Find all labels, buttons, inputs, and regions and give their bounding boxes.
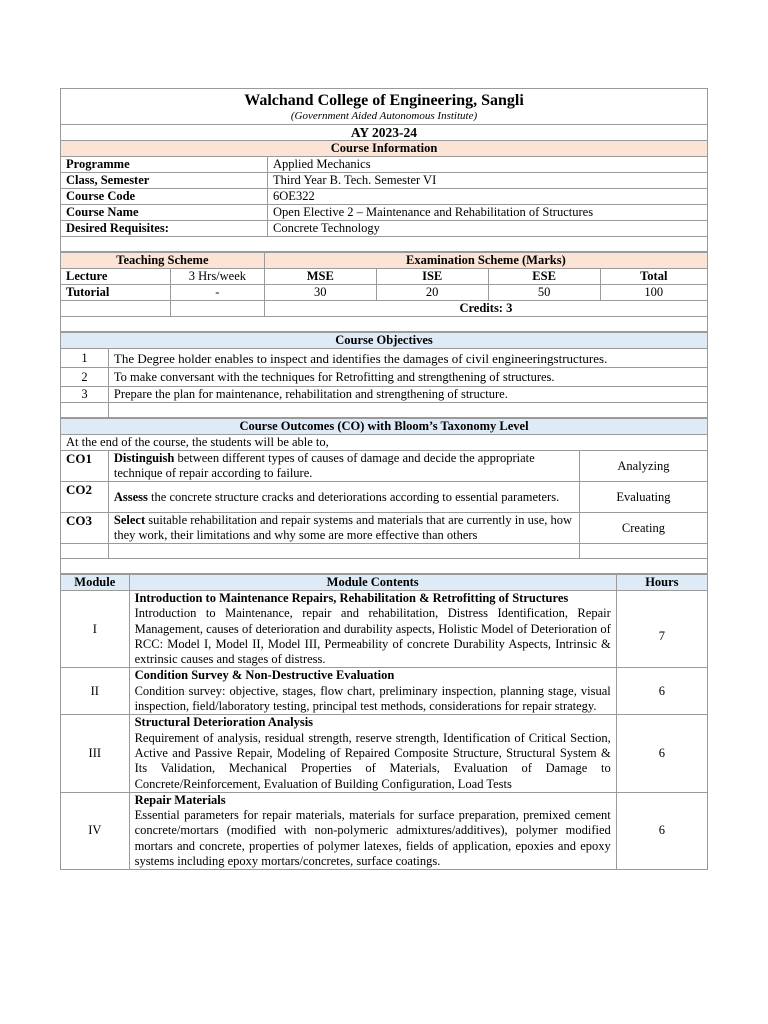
module-hours: 6 bbox=[616, 792, 707, 869]
college-name: Walchand College of Engineering, Sangli bbox=[244, 92, 524, 109]
objective-row bbox=[61, 349, 708, 368]
info-row bbox=[61, 157, 708, 173]
ise-header: ISE bbox=[376, 269, 488, 285]
ese-marks: 50 bbox=[488, 285, 600, 301]
spacer-row bbox=[61, 559, 708, 574]
module-col-header: Module bbox=[61, 575, 130, 591]
info-row bbox=[61, 173, 708, 189]
module-title: Structural Deterioration Analysis bbox=[134, 715, 314, 730]
ese-header: ESE bbox=[488, 269, 600, 285]
objective-text: Prepare the plan for maintenance, rehabilitation and strengthening of structure. bbox=[108, 387, 707, 403]
co-verb: Distinguish bbox=[113, 451, 175, 465]
module-row bbox=[61, 792, 708, 869]
outcome-row bbox=[61, 482, 708, 513]
co-label: CO2 bbox=[61, 482, 109, 513]
co-verb: Assess bbox=[113, 489, 148, 504]
co-label: CO3 bbox=[61, 513, 109, 544]
objective-text: To make conversant with the techniques for Retrofitting and strengthening of structures. bbox=[108, 368, 707, 387]
spacer-row bbox=[108, 403, 707, 418]
bloom-level: Analyzing bbox=[579, 451, 707, 482]
hours-col-header: Hours bbox=[616, 575, 707, 591]
info-value: Open Elective 2 – Maintenance and Rehabilitation of Structures bbox=[268, 205, 708, 221]
module-hours: 6 bbox=[616, 668, 707, 715]
total-marks: 100 bbox=[600, 285, 707, 301]
course-info-heading: Course Information bbox=[61, 141, 708, 157]
ise-marks: 20 bbox=[376, 285, 488, 301]
lecture-value: 3 Hrs/week bbox=[170, 269, 264, 285]
spacer-row bbox=[579, 544, 707, 559]
co-verb: Select bbox=[113, 513, 146, 527]
college-subtitle: (Government Aided Autonomous Institute) bbox=[290, 110, 478, 122]
outcome-row bbox=[61, 513, 708, 544]
module-hours: 7 bbox=[616, 591, 707, 668]
co-text: between different types of causes of damage and decide the appropriate technique of repair according to failure. bbox=[113, 451, 535, 480]
exam-scheme-heading: Examination Scheme (Marks) bbox=[264, 253, 707, 269]
info-value: 6OE322 bbox=[268, 189, 708, 205]
academic-year: AY 2023-24 bbox=[61, 125, 708, 141]
course-info-table bbox=[60, 88, 708, 252]
outcome-row bbox=[61, 451, 708, 482]
objective-number: 3 bbox=[61, 387, 109, 403]
objective-row bbox=[61, 387, 708, 403]
module-row bbox=[61, 715, 708, 792]
module-row bbox=[61, 591, 708, 668]
objective-number: 1 bbox=[61, 349, 109, 368]
outcomes-intro: At the end of the course, the students will be able to, bbox=[61, 435, 708, 451]
module-number: IV bbox=[61, 792, 130, 869]
module-number: I bbox=[61, 591, 130, 668]
co-text: the concrete structure cracks and deteriorations according to essential parameters. bbox=[147, 489, 560, 504]
mse-marks: 30 bbox=[264, 285, 376, 301]
info-row bbox=[61, 221, 708, 237]
modules-table bbox=[60, 574, 708, 870]
module-number: III bbox=[61, 715, 130, 792]
co-text: suitable rehabilitation and repair systems and materials that are currently in use, how they work, their limitations and why some are more effective than others bbox=[113, 513, 573, 542]
total-header: Total bbox=[600, 269, 707, 285]
module-title: Introduction to Maintenance Repairs, Rehabilitation & Retrofitting of Structures bbox=[134, 591, 569, 605]
module-text: Essential parameters for repair materials, materials for surface preparation, premixed cement concrete/mortars (modified with non-polymeric admixtures/additives), polymer modified mortars and concrete, properties of polymer latexes, fields of application, epoxies and epoxy systems including epoxy mortars/concretes, surface coatings. bbox=[134, 808, 611, 869]
module-text: Requirement of analysis, residual strength, reserve strength, Identification of Critical Section, Active and Passive Repair, Modeling of Repaired Composite Structure, Structural System & Its Validation, Mechanical Properties of Materials, Evaluation of Damage to Concrete/Reinforcement, Evaluation of Building Configuration, Load Tests bbox=[134, 730, 611, 791]
credits: Credits: 3 bbox=[264, 301, 707, 317]
info-label: Programme bbox=[61, 157, 268, 173]
info-label: Course Name bbox=[61, 205, 268, 221]
module-row bbox=[61, 668, 708, 715]
bloom-level: Evaluating bbox=[579, 482, 707, 513]
module-text: Introduction to Maintenance, repair and rehabilitation, Distress Identification, Repair Management, causes of deterioration and durability aspects, Holistic Model of Deterioration of RCC: Model I, Model II, Model III, Permeability of concrete Durability Aspects, Intrinsic & extrinsic causes and stages of distress. bbox=[134, 606, 611, 667]
info-value: Applied Mechanics bbox=[268, 157, 708, 173]
syllabus-document bbox=[60, 88, 708, 870]
spacer-row bbox=[61, 237, 708, 252]
info-label: Desired Requisites: bbox=[61, 221, 268, 237]
outcomes-heading: Course Outcomes (CO) with Bloom’s Taxonomy Level bbox=[61, 419, 708, 435]
bloom-level: Creating bbox=[579, 513, 707, 544]
contents-col-header: Module Contents bbox=[129, 575, 616, 591]
objective-row bbox=[61, 368, 708, 387]
co-label: CO1 bbox=[61, 451, 109, 482]
scheme-table bbox=[60, 252, 708, 332]
info-label: Class, Semester bbox=[61, 173, 268, 189]
outcomes-table bbox=[60, 418, 708, 574]
info-label: Course Code bbox=[61, 189, 268, 205]
spacer-row bbox=[61, 317, 708, 332]
objective-text: The Degree holder enables to inspect and identifies the damages of civil engineeringstructures. bbox=[108, 349, 707, 368]
lecture-label: Lecture bbox=[61, 269, 171, 285]
objectives-heading: Course Objectives bbox=[61, 333, 708, 349]
module-title: Repair Materials bbox=[134, 792, 226, 807]
module-hours: 6 bbox=[616, 715, 707, 792]
objectives-table bbox=[60, 332, 708, 418]
module-title: Condition Survey & Non-Destructive Evaluation bbox=[134, 668, 395, 683]
tutorial-label: Tutorial bbox=[61, 285, 171, 301]
info-row bbox=[61, 189, 708, 205]
info-row bbox=[61, 205, 708, 221]
objective-number: 2 bbox=[61, 368, 109, 387]
tutorial-value: - bbox=[170, 285, 264, 301]
info-value: Concrete Technology bbox=[268, 221, 708, 237]
teaching-scheme-heading: Teaching Scheme bbox=[61, 253, 265, 269]
module-text: Condition survey: objective, stages, flow chart, preliminary inspection, planning stage, visual inspection, field/laboratory testing, principal test methods, considerations for repair strategy. bbox=[134, 683, 611, 714]
mse-header: MSE bbox=[264, 269, 376, 285]
module-number: II bbox=[61, 668, 130, 715]
info-value: Third Year B. Tech. Semester VI bbox=[268, 173, 708, 189]
